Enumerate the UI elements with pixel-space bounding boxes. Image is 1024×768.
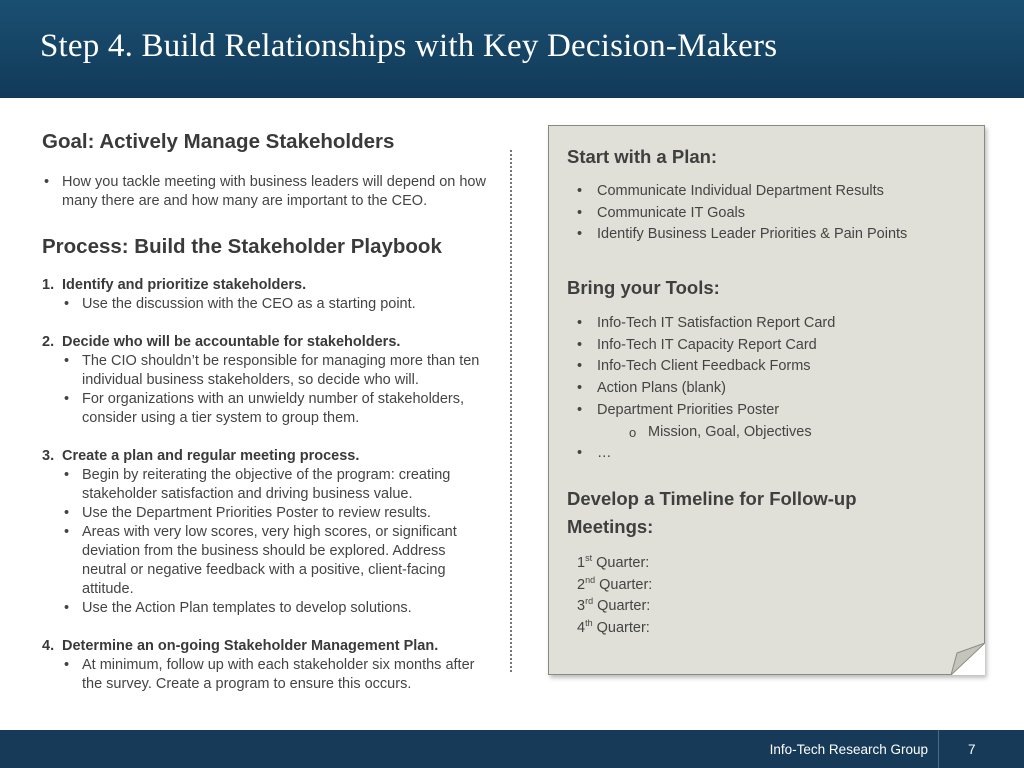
tools-list: [577, 313, 835, 465]
goal-heading: Goal: Actively Manage Stakeholders: [42, 130, 395, 153]
tool-item: • Info-Tech IT Capacity Report Card: [577, 335, 835, 357]
plan-item: • Communicate IT Goals: [577, 203, 907, 225]
page-curl-icon: [951, 643, 985, 675]
plan-heading: Start with a Plan:: [567, 146, 718, 167]
tool-item: • Action Plans (blank): [577, 378, 835, 400]
left-column: [42, 130, 492, 694]
dotted-divider: [510, 150, 512, 672]
quarters-list: [577, 553, 652, 640]
org-name: Info-Tech Research Group: [769, 742, 928, 757]
step-bullet: • Use the Action Plan templates to develop solutions.: [42, 599, 492, 618]
step-bullet: • Begin by reiterating the objective of the program: creating stakeholder satisfaction and driving business value.: [42, 466, 492, 504]
step-bullet: • The CIO shouldn’t be responsible for managing more than ten individual business stakeholders, so decide who will.: [42, 352, 492, 390]
plan-list: [577, 181, 907, 246]
step-2: [42, 333, 492, 428]
step-4: [42, 637, 492, 694]
step-title: 1. Identify and prioritize stakeholders.: [42, 277, 307, 293]
step-3: [42, 447, 492, 618]
process-heading: Process: Build the Stakeholder Playbook: [42, 235, 442, 258]
step-bullet: • At minimum, follow up with each stakeholder six months after the survey. Create a program to ensure this occurs.: [42, 656, 492, 694]
step-bullet: • Use the Department Priorities Poster to review results.: [42, 504, 492, 523]
quarter-item: 4th Quarter:: [577, 618, 650, 637]
tool-subitem: o Mission, Goal, Objectives: [577, 422, 835, 444]
footer-separator: [938, 730, 939, 768]
notes-panel: [548, 125, 985, 675]
step-bullet: • For organizations with an unwieldy number of stakeholders, consider using a tier system to group them.: [42, 390, 492, 428]
step-title: 4. Determine an on-going Stakeholder Management Plan.: [42, 638, 439, 654]
quarter-item: 3rd Quarter:: [577, 596, 651, 615]
quarter-item: 1st Quarter:: [577, 553, 650, 571]
step-bullet: • Use the discussion with the CEO as a starting point.: [42, 295, 492, 314]
title-bar: [0, 0, 1024, 98]
plan-item: • Identify Business Leader Priorities & Pain Points: [577, 224, 907, 246]
tool-item: • Info-Tech Client Feedback Forms: [577, 356, 835, 378]
tool-item-more: • …: [577, 443, 835, 465]
quarter-item: 2nd Quarter:: [577, 574, 653, 593]
tools-heading: Bring your Tools:: [567, 277, 720, 298]
goal-bullet: • How you tackle meeting with business leaders will depend on how many there are and how many are important to the CEO.: [42, 173, 492, 211]
plan-item: • Communicate Individual Department Results: [577, 181, 907, 203]
slide-title: Step 4. Build Relationships with Key Decision-Makers: [40, 28, 778, 64]
timeline-heading: Develop a Timeline for Follow-up Meetings:: [567, 488, 857, 537]
tool-item: • Info-Tech IT Satisfaction Report Card: [577, 313, 835, 335]
step-1: [42, 276, 492, 314]
step-title: 2. Decide who will be accountable for stakeholders.: [42, 334, 401, 350]
page-number: 7: [968, 742, 976, 757]
footer-bar: [0, 730, 1024, 768]
tool-item: • Department Priorities Poster: [577, 400, 835, 422]
step-title: 3. Create a plan and regular meeting process.: [42, 448, 360, 464]
step-bullet: • Areas with very low scores, very high scores, or significant deviation from the business should be explored. Address neutral or negative feedback with a positive, client-facing attitude.: [42, 523, 492, 599]
